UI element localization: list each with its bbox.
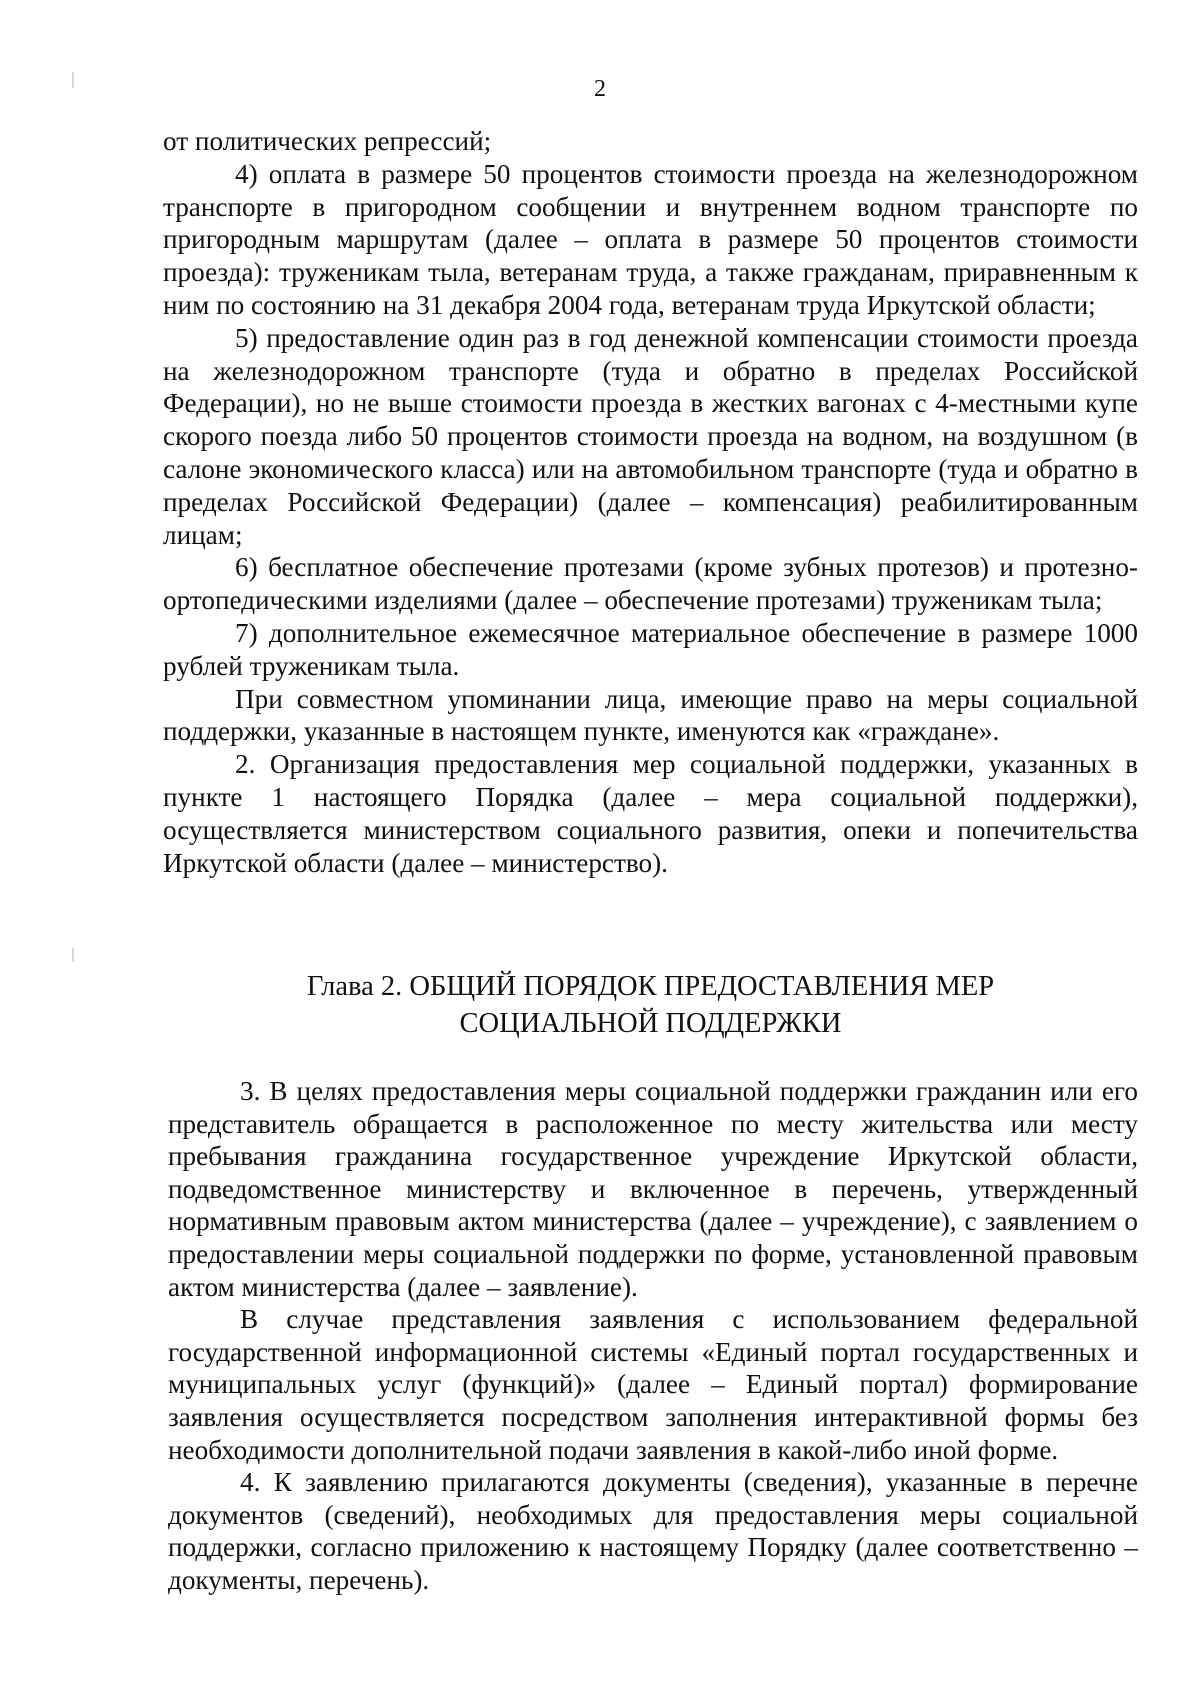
chapter-heading-line-2: СОЦИАЛЬНОЙ ПОДДЕРЖКИ	[459, 1008, 842, 1039]
chapter-body	[168, 1075, 1138, 1597]
paragraph-item-5: 5) предоставление один раз в год денежной компенсации стоимости проезда на железнодорожном транспорте (туда и обратно в пределах Российской Федерации), но не выше стоимости проезда в жестких вагонах с 4-местными купе скорого поезда либо 50 процентов стоимости проезда на водном, на воздушном (в салоне экономического класса) или на автомобильном транспорте (туда и обратно в пределах Российской Федерации) (далее – компенсация) реабилитированным лицам;	[163, 322, 1138, 550]
paragraph-unified-portal: В случае представления заявления с использованием федеральной государственной информационной системы «Единый портал государственных и муниципальных услуг (функций)» (далее – Единый портал) формирование заявления осуществляется посредством заполнения интерактивной формы без необходимости дополнительной подачи заявления в какой-либо иной форме.	[168, 1304, 1138, 1465]
paragraph-clause-2: 2. Организация предоставления мер социальной поддержки, указанных в пункте 1 настоящего Порядка (далее – мера социальной поддержки), осуществляется министерством социального развития, опеки и попечительства Иркутской области (далее – министерство).	[163, 749, 1138, 878]
scan-edge-mark	[72, 948, 74, 962]
paragraph-clause-3: 3. В целях предоставления меры социальной поддержки гражданин или его представитель обращается в расположенное по месту жительства или месту пребывания гражданина государственное учреждение Иркутской области, подведомственное министерству и включенное в перечень, утвержденный нормативным правовым актом министерства (далее – учреждение), с заявлением о предоставлении меры социальной поддержки по форме, установленной правовым актом министерства (далее – заявление).	[168, 1076, 1138, 1302]
paragraph-clause-4: 4. К заявлению прилагаются документы (сведения), указанные в перечне документов (сведений), необходимых для предоставления меры социальной поддержки, согласно приложению к настоящему Порядку (далее соответственно – документы, перечень).	[168, 1467, 1138, 1595]
paragraph-item-4: 4) оплата в размере 50 процентов стоимости проезда на железнодорожном транспорте в пригородном сообщении и внутреннем водном транспорте по пригородным маршрутам (далее – оплата в размере 50 процентов стоимости проезда): труженикам тыла, ветеранам труда, а также гражданам, приравненным к ним по состоянию на 31 декабря 2004 года, ветеранам труда Иркутской области;	[163, 158, 1138, 320]
chapter-heading	[163, 968, 1138, 1042]
chapter-heading-line-1: Глава 2. ОБЩИЙ ПОРЯДОК ПРЕДОСТАВЛЕНИЯ МЕР	[306, 971, 995, 1002]
document-body	[163, 125, 1138, 879]
paragraph-citizens-note: При совместном упоминании лица, имеющие право на меры социальной поддержки, указанные в настоящем пункте, именуются как «граждане».	[163, 683, 1138, 747]
page-number: 2	[594, 76, 606, 102]
paragraph-continuation: от политических репрессий;	[163, 126, 492, 156]
paragraph-item-6: 6) бесплатное обеспечение протезами (кроме зубных протезов) и протезно-ортопедическими изделиями (далее – обеспечение протезами) труженикам тыла;	[163, 552, 1138, 616]
paragraph-item-7: 7) дополнительное ежемесячное материальное обеспечение в размере 1000 рублей труженикам тыла.	[163, 617, 1138, 681]
